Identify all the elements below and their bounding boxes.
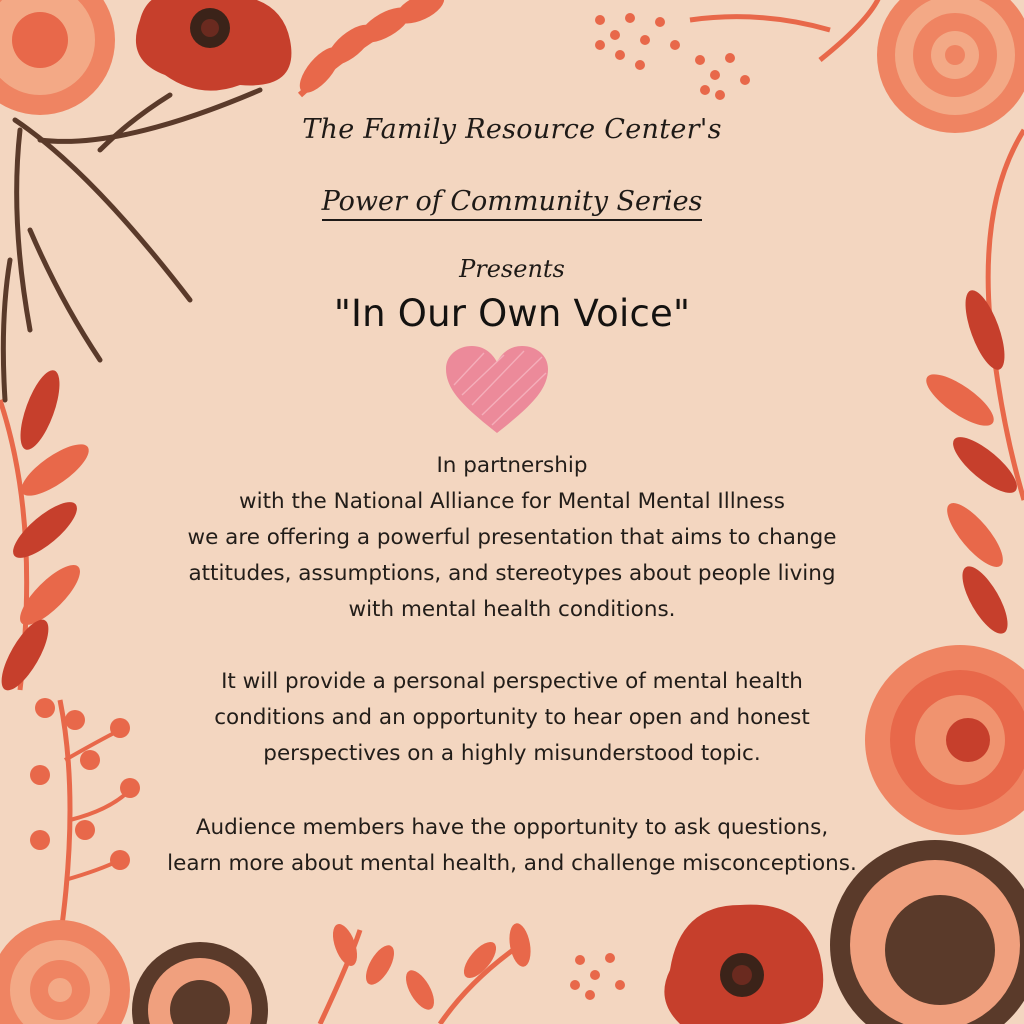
top-fern [293, 0, 449, 99]
top-red-poppy [136, 0, 292, 91]
intro-paragraph [140, 448, 884, 628]
left-berry-sprig [30, 698, 140, 940]
presents-label: Presents [459, 255, 565, 283]
audience-paragraph [140, 810, 884, 882]
bottom-left-daisy [132, 942, 268, 1024]
bottom-sprigs [320, 921, 625, 1024]
bottom-red-poppy [664, 905, 823, 1024]
top-dot-clusters [595, 0, 880, 100]
text-line: attitudes, assumptions, and stereotypes about people living [188, 561, 836, 586]
series-name-text: Power of Community Series [322, 186, 703, 221]
series-name [0, 186, 1024, 217]
text-line: Audience members have the opportunity to ask questions, [195, 815, 829, 840]
event-title: "In Our Own Voice" [333, 292, 691, 335]
perspective-paragraph [140, 664, 884, 772]
text-line: perspectives on a highly misunderstood topic. [263, 741, 761, 766]
bottom-left-rose [0, 920, 130, 1024]
text-line: It will provide a personal perspective of mental health [221, 669, 803, 694]
heart-icon [444, 345, 550, 435]
right-coral-flower [865, 645, 1024, 835]
text-line: with mental health conditions. [348, 597, 676, 622]
text-line: learn more about mental health, and challenge misconceptions. [167, 851, 857, 876]
text-line: In partnership [436, 453, 588, 478]
text-line: with the National Alliance for Mental Mental Illness [239, 489, 785, 514]
top-left-flower [0, 0, 115, 115]
text-line: we are offering a powerful presentation that aims to change [187, 525, 837, 550]
text-line: conditions and an opportunity to hear open and honest [214, 705, 810, 730]
organization-name: The Family Resource Center's [302, 114, 722, 145]
left-vine [0, 366, 96, 697]
